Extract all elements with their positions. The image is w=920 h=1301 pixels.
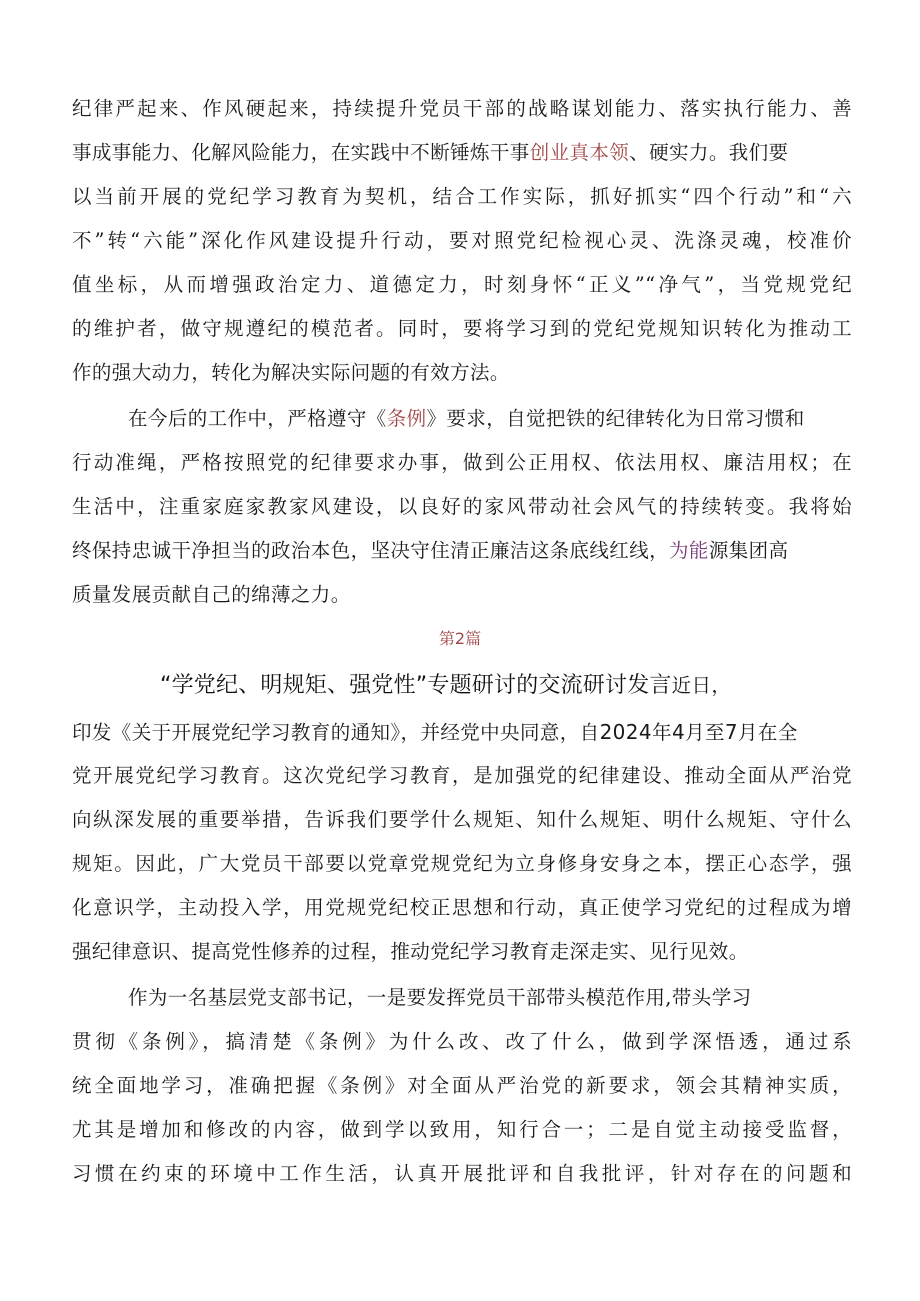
paragraph3-line4: 规矩。因此，广大党员干部要以党章党规党纪为立身修身安身之本，摆正心态学，强 — [72, 852, 852, 875]
section-label: 第2篇 — [438, 629, 482, 648]
end-month-number: 7 — [724, 720, 739, 744]
paragraph2-line3: 生活中，注重家庭家教家风建设，以良好的家风带动社会风气的持续转变。我将始 — [72, 495, 852, 518]
paragraph1-line7: 作的强大动力，转化为解决实际问题的有效方法。 — [72, 361, 510, 384]
paragraph2-line4-text: 终保持忠诚干净担当的政治本色，坚决守住清正廉洁这条底线红线， — [72, 539, 670, 562]
paragraph1-line2 — [72, 131, 852, 175]
paragraph2-line1-text: 在今后的工作中，严格遵守《 — [128, 407, 387, 430]
paragraph4-line1: 作为一名基层党支部书记，一是要发挥党员干部带头模范作用,带头学习 — [128, 986, 752, 1009]
paragraph4-line5: 习惯在约束的环境中工作生活，认真开展批评和自我批评，针对存在的问题和 — [72, 1162, 852, 1185]
paragraph1-line6: 的维护者，做守规遵纪的模范者。同时，要将学习到的党纪党规知识转化为推动工 — [72, 317, 852, 340]
section-title: “学党纪、明规矩、强党性”专题研讨的交流研讨发言 — [160, 673, 672, 698]
paragraph3-line2: 党开展党纪学习教育。这次党纪学习教育，是加强党的纪律建设、推动全面从严治党 — [72, 764, 852, 787]
paragraph3-line5: 化意识学，主动投入学，用党规党纪校正思想和行动，真正使学习党纪的过程成为增 — [72, 896, 852, 919]
paragraph2-line4 — [72, 529, 852, 573]
paragraph1-line2-text: 事成事能力、化解风险能力，在实践中不断锤炼干事 — [72, 141, 530, 164]
paragraph1-line5: 值坐标，从而增强政治定力、道德定力，时刻身怀“正义”“净气”，当党规党纪 — [72, 273, 852, 296]
year-number: 2024 — [599, 720, 653, 744]
paragraph3-line6: 强纪律意识、提高党性修养的过程，推动党纪学习教育走深走实、见行见效。 — [72, 940, 749, 963]
paragraph4-line4: 尤其是增加和修改的内容，做到学以致用，知行合一；二是自觉主动接受监督， — [72, 1118, 852, 1141]
paragraph4-line3: 统全面地学习，准确把握《条例》对全面从严治党的新要求，领会其精神实质， — [72, 1074, 852, 1097]
paragraph3-line1-tail: 月在全 — [738, 721, 798, 744]
paragraph3-line1 — [72, 710, 852, 754]
paragraph1-line2-tail: 、硬实力。我们要 — [629, 141, 789, 164]
paragraph2-line5: 质量发展贡献自己的绵薄之力。 — [72, 583, 351, 606]
highlight-text: 为能 — [669, 539, 709, 562]
paragraph2-line1-tail: 》要求，自觉把铁的纪律转化为日常习惯和 — [426, 407, 805, 430]
paragraph3-line3: 向纵深发展的重要举措，告诉我们要学什么规矩、知什么规矩、明什么规矩、守什么 — [72, 808, 852, 831]
section-title-line — [160, 664, 860, 709]
paragraph4-line2: 贯彻《条例》，搞清楚《条例》为什么改、改了什么，做到学深悟透，通过系 — [72, 1030, 852, 1053]
highlight-text: 条例 — [386, 407, 427, 430]
year-unit: 年 — [652, 721, 672, 744]
paragraph2-line1 — [128, 397, 852, 441]
paragraph2-line2: 行动准绳，严格按照党的纪律要求办事，做到公正用权、依法用权、廉洁用权；在 — [72, 451, 852, 474]
paragraph3-line1-text: 印发《关于开展党纪学习教育的通知》，并经党中央同意，自 — [72, 721, 600, 744]
paragraph1-line4: 不”转“六能”深化作风建设提升行动，要对照党纪检视心灵、洗涤灵魂，校准价 — [72, 229, 852, 252]
start-month-number: 4 — [671, 720, 686, 744]
section-title-tail: 近日， — [671, 674, 732, 697]
paragraph1-line1: 纪律严起来、作风硬起来，持续提升党员干部的战略谋划能力、落实执行能力、善 — [72, 97, 852, 120]
paragraph1-line3: 以当前开展的党纪学习教育为契机，结合工作实际，抓好抓实“四个行动”和“六 — [72, 185, 852, 208]
paragraph2-line4-tail: 源集团高 — [708, 539, 789, 562]
highlight-text: 创业真本领 — [529, 141, 630, 164]
month-to: 月至 — [685, 721, 725, 744]
